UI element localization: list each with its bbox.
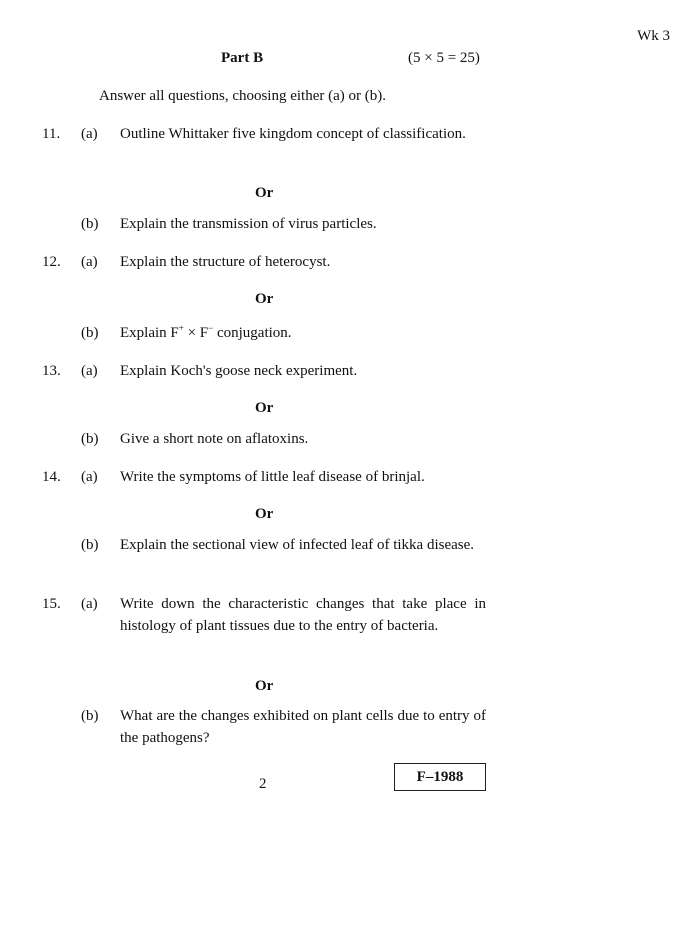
option-label: (a): [81, 363, 98, 379]
instruction: Answer all questions, choosing either (a) or (b).: [99, 88, 387, 104]
marks-allocation: (5 × 5 = 25): [408, 50, 480, 66]
question-text: Explain F+ × F− conjugation.: [120, 323, 292, 341]
question-number: 11.: [42, 126, 61, 142]
option-label: (a): [81, 469, 98, 485]
page-number: 2: [259, 776, 267, 792]
question-number: 14.: [42, 469, 61, 485]
or-separator: Or: [255, 506, 274, 522]
or-separator: Or: [255, 678, 274, 694]
option-label: (b): [81, 325, 99, 341]
question-number: 12.: [42, 254, 61, 270]
question-number: 13.: [42, 363, 61, 379]
option-label: (a): [81, 596, 98, 612]
option-label: (b): [81, 431, 99, 447]
or-separator: Or: [255, 400, 274, 416]
question-text: Explain the transmission of virus particles.: [120, 216, 377, 232]
question-text: Outline Whittaker five kingdom concept of classification.: [120, 126, 466, 142]
question-text: Write the symptoms of little leaf disease of brinjal.: [120, 469, 425, 485]
or-separator: Or: [255, 291, 274, 307]
option-label: (a): [81, 254, 98, 270]
question-text: Write down the characteristic changes that take place in histology of plant tissues due to the entry of bacteria.: [120, 596, 486, 634]
question-number: 15.: [42, 596, 61, 612]
paper-code-box: F–1988: [394, 763, 486, 791]
question-text: Explain the sectional view of infected leaf of tikka disease.: [120, 537, 475, 553]
question-text: What are the changes exhibited on plant cells due to entry of the pathogens?: [120, 708, 486, 746]
option-label: (b): [81, 537, 99, 553]
option-label: (b): [81, 216, 99, 232]
paper-code: Wk 3: [637, 28, 670, 44]
option-label: (b): [81, 708, 99, 724]
option-label: (a): [81, 126, 98, 142]
question-text: Give a short note on aflatoxins.: [120, 431, 309, 447]
section-title: Part B: [221, 50, 264, 66]
question-text: Explain the structure of heterocyst.: [120, 254, 331, 270]
or-separator: Or: [255, 185, 274, 201]
question-text: Explain Koch's goose neck experiment.: [120, 363, 358, 379]
